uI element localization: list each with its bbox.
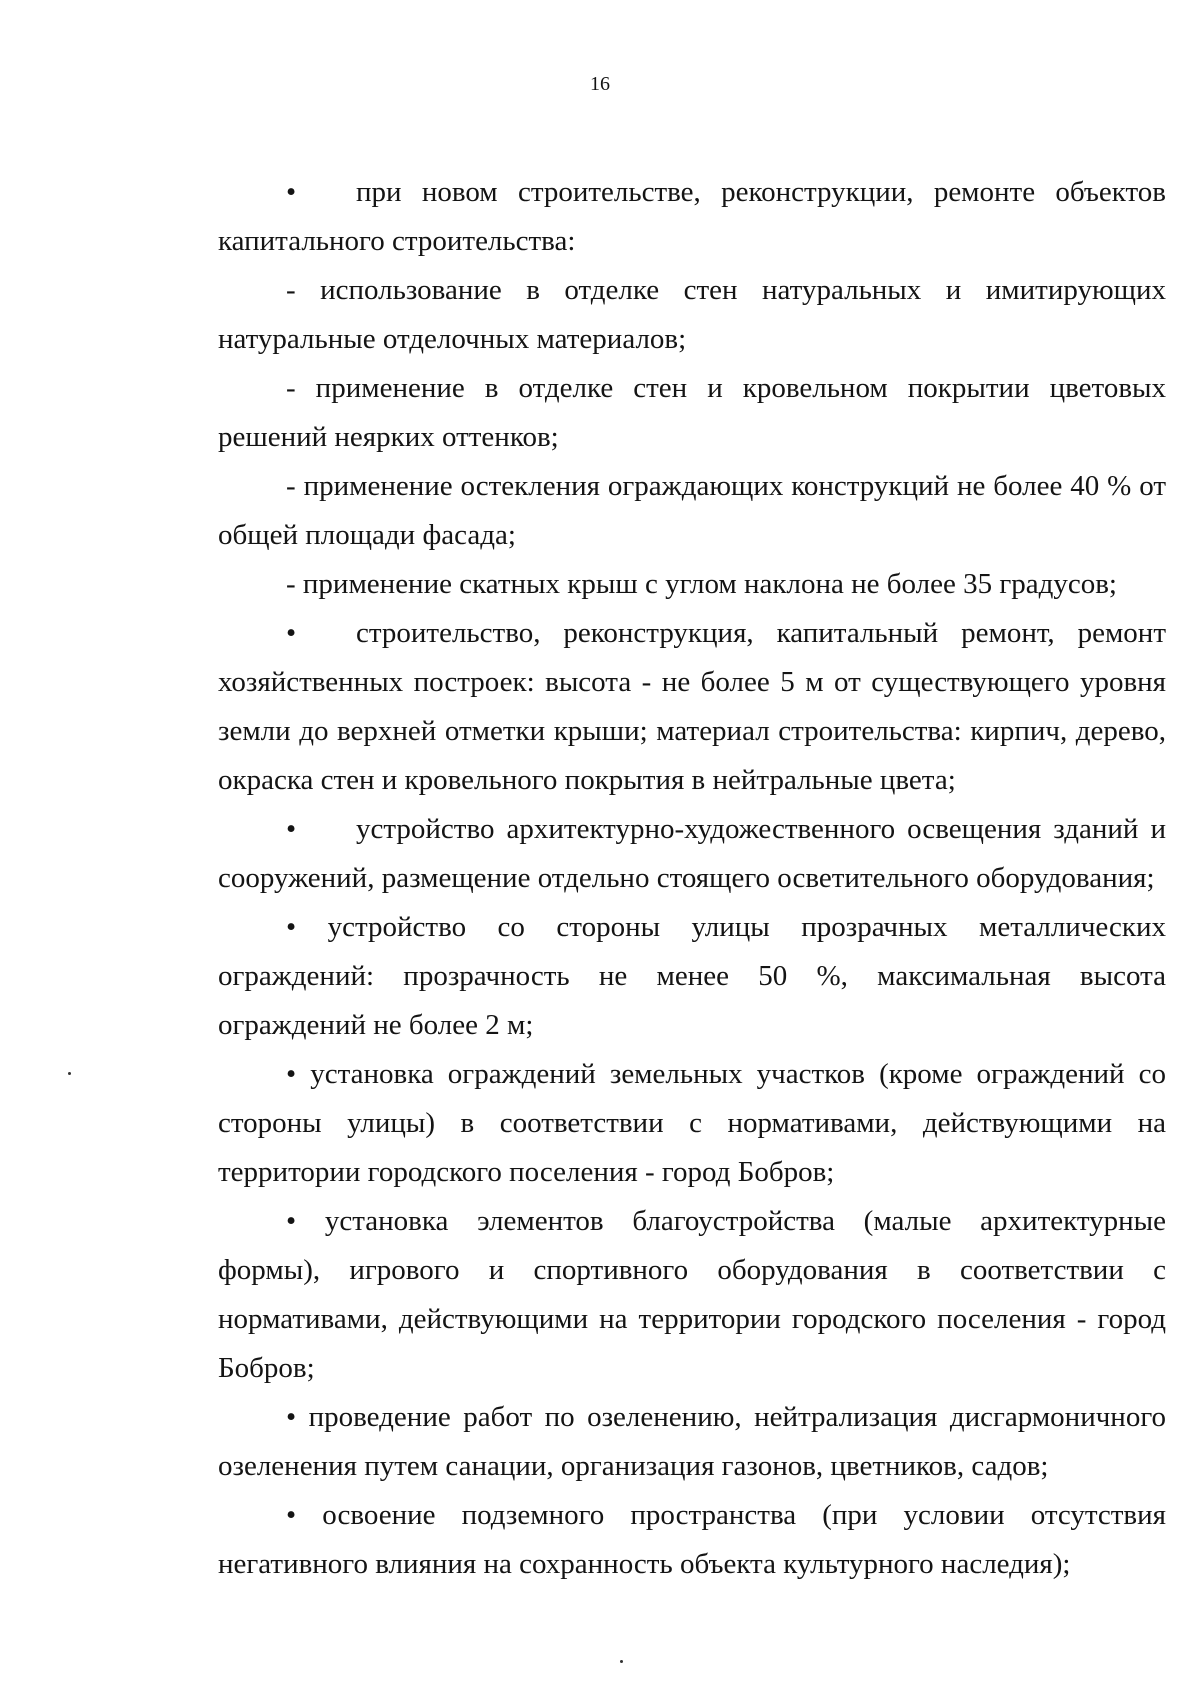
scan-speck [68,1072,71,1075]
paragraph-color-solutions [218,364,1166,462]
paragraph-text: - применение в отделке стен и кровельном покрытии цветовых решений неярких оттенков; [218,372,1166,453]
paragraph-text: • установка элементов благоустройства (малые архитектурные формы), игрового и спортивного оборудования в соответствии с нормативами, действующими на территории городского поселения - город Бобров; [218,1205,1166,1384]
paragraph-landscaping-elements [218,1197,1166,1393]
paragraph-new-construction [218,168,1166,266]
paragraph-outbuildings [218,609,1166,805]
paragraph-underground-space [218,1491,1166,1589]
paragraph-text: - применение остекления ограждающих конструкций не более 40 % от общей площади фасада; [218,470,1166,551]
paragraph-natural-materials [218,266,1166,364]
paragraph-plot-fences [218,1050,1166,1197]
paragraph-glazing [218,462,1166,560]
bullet-marker: • [286,813,297,845]
page-number: 16 [590,73,610,95]
paragraph-text: • освоение подземного пространства (при условии отсутствия негативного влияния на сохранность объекта культурного наследия); [218,1499,1166,1580]
paragraph-pitched-roofs [218,560,1166,609]
paragraph-greening [218,1393,1166,1491]
paragraph-text: - использование в отделке стен натуральных и имитирующих натуральные отделочных материалов; [218,274,1166,355]
paragraph-text: • установка ограждений земельных участков (кроме ограждений со стороны улицы) в соответствии с нормативами, действующими на территории городского поселения - город Бобров; [218,1058,1166,1188]
paragraph-text: - применение скатных крыш с углом наклона не более 35 градусов; [286,568,1117,600]
paragraph-street-fences [218,903,1166,1050]
paragraph-text: • проведение работ по озеленению, нейтрализация дисгармоничного озеленения путем санации, организация газонов, цветников, садов; [218,1401,1166,1482]
scan-speck [620,1660,623,1663]
paragraph-lighting [218,805,1166,903]
paragraph-text: строительство, реконструкция, капитальный ремонт, ремонт хозяйственных построек: высота - не более 5 м от существующего уровня земли до верхней отметки крыши; материал строительства: кирпич, дерево, окраска стен и кровельного покрытия в нейтральные цвета; [218,617,1166,796]
document-body [218,168,1166,1589]
paragraph-text: устройство архитектурно-художественного освещения зданий и сооружений, размещение отдельно стоящего осветительного оборудования; [218,813,1166,894]
bullet-marker: • [286,617,297,649]
bullet-marker: • [286,176,297,208]
paragraph-text: при новом строительстве, реконструкции, ремонте объектов капитального строительства: [218,176,1166,257]
paragraph-text: • устройство со стороны улицы прозрачных металлических ограждений: прозрачность не менее 50 %, максимальная высота ограждений не более 2 м; [218,911,1166,1041]
